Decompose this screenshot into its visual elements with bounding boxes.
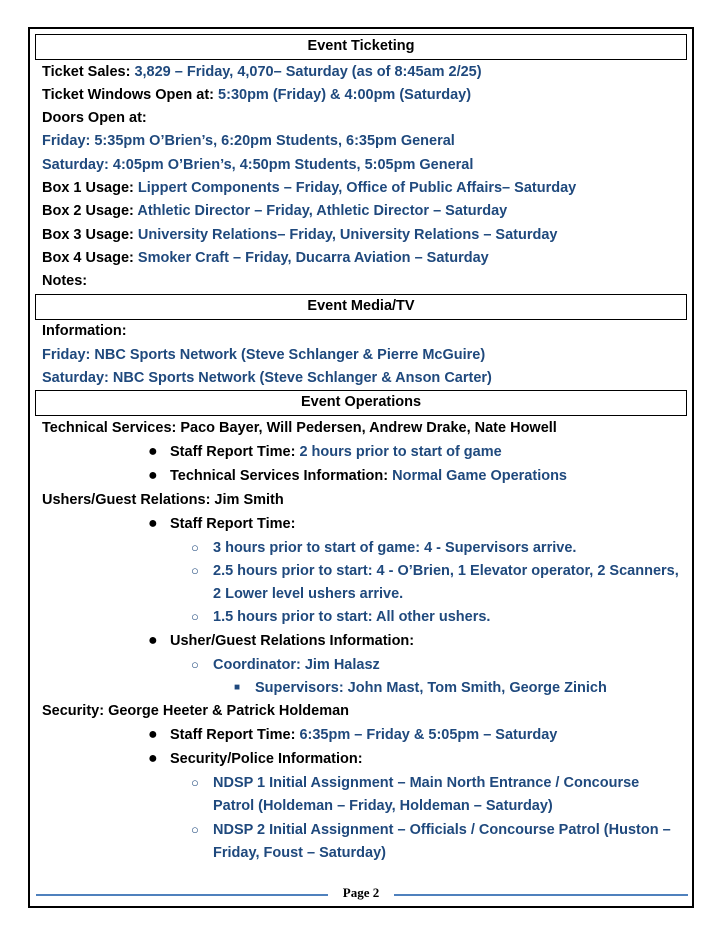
circle-bullet-icon: ○ [191, 775, 199, 790]
box4-usage [42, 247, 489, 269]
bullet-disc-icon: ● [148, 515, 158, 532]
bullet-disc-icon: ● [148, 750, 158, 767]
bullet-disc-icon: ● [148, 467, 158, 484]
doors-friday: Friday: 5:35pm O’Brien’s, 6:20pm Students, 6:35pm General [42, 133, 455, 149]
tech-report-label: Staff Report Time: [170, 444, 300, 460]
page-number: Page 2 [342, 885, 380, 900]
ushers-sub2-line2: 2 Lower level ushers arrive. [213, 586, 404, 602]
circle-bullet-icon: ○ [191, 540, 199, 555]
supervisors: Supervisors: John Mast, Tom Smith, George Zinich [255, 680, 607, 696]
section-header-ticketing: Event Ticketing [35, 34, 687, 60]
box1-label: Box 1 Usage: [42, 180, 138, 196]
ushers-sub3: 1.5 hours prior to start: All other ushers. [213, 609, 491, 625]
box1-value: Lippert Components – Friday, Office of Public Affairs– Saturday [137, 180, 577, 196]
ndsp2-line1: NDSP 2 Initial Assignment – Officials / Concourse Patrol (Huston – [213, 822, 671, 838]
box4-label: Box 4 Usage: [42, 250, 138, 266]
ticket-sales-line [42, 61, 482, 83]
security-info-label: Security/Police Information: [170, 751, 363, 767]
security: Security: George Heeter & Patrick Holdeman [42, 703, 350, 719]
doors-saturday: Saturday: 4:05pm O’Brien’s, 4:50pm Students, 5:05pm General [42, 157, 474, 173]
square-bullet-icon: ■ [234, 682, 241, 693]
ndsp1-line2: Patrol (Holdeman – Friday, Holdeman – Saturday) [213, 798, 553, 814]
ushers-info-label: Usher/Guest Relations Information: [170, 633, 415, 649]
circle-bullet-icon: ○ [191, 563, 199, 578]
bullet-disc-icon: ● [148, 443, 158, 460]
ticket-windows-value: 5:30pm (Friday) & 4:00pm (Saturday) [218, 87, 472, 103]
ticket-windows-label: Ticket Windows Open at: [42, 87, 219, 103]
box3-value: University Relations– Friday, University Relations – Saturday [137, 227, 558, 243]
ndsp1-line1: NDSP 1 Initial Assignment – Main North Entrance / Concourse [213, 775, 640, 791]
bullet-disc-icon: ● [148, 632, 158, 649]
section-header-media: Event Media/TV [35, 294, 687, 320]
security-report-value: 6:35pm – Friday & 5:05pm – Saturday [299, 727, 558, 743]
media-info-label: Information: [42, 323, 127, 339]
box1-usage [42, 177, 576, 199]
circle-bullet-icon: ○ [191, 657, 199, 672]
notes-label: Notes: [42, 273, 88, 289]
media-friday: Friday: NBC Sports Network (Steve Schlanger & Pierre McGuire) [42, 347, 486, 363]
footer-rule-right [394, 894, 688, 896]
box2-value: Athletic Director – Friday, Athletic Director – Saturday [137, 203, 508, 219]
security-report-label: Staff Report Time: [170, 727, 300, 743]
bullet-disc-icon: ● [148, 726, 158, 743]
box2-usage [42, 200, 507, 222]
box3-usage [42, 224, 557, 246]
ushers-guest-relations: Ushers/Guest Relations: Jim Smith [42, 492, 284, 508]
ticket-sales-label: Ticket Sales: [42, 64, 135, 80]
circle-bullet-icon: ○ [191, 609, 199, 624]
ushers-sub2-line1: 2.5 hours prior to start: 4 - O’Brien, 1 Elevator operator, 2 Scanners, [213, 563, 679, 579]
circle-bullet-icon: ○ [191, 822, 199, 837]
tech-info-value: Normal Game Operations [392, 468, 567, 484]
ndsp2-line2: Friday, Foust – Saturday) [213, 845, 386, 861]
box2-label: Box 2 Usage: [42, 203, 138, 219]
tech-info-label: Technical Services Information: [170, 468, 393, 484]
tech-report-value: 2 hours prior to start of game [299, 444, 502, 460]
coordinator: Coordinator: Jim Halasz [213, 657, 380, 673]
section-header-operations: Event Operations [35, 390, 687, 416]
ticket-sales-value: 3,829 – Friday, 4,070– Saturday (as of 8:45am 2/25) [134, 64, 482, 80]
media-saturday: Saturday: NBC Sports Network (Steve Schlanger & Anson Carter) [42, 370, 492, 386]
box3-label: Box 3 Usage: [42, 227, 138, 243]
footer-rule-left [36, 894, 328, 896]
ticket-windows-line [42, 84, 471, 106]
box4-value: Smoker Craft – Friday, Ducarra Aviation – Saturday [137, 250, 489, 266]
ushers-report-label: Staff Report Time: [170, 516, 296, 532]
technical-services: Technical Services: Paco Bayer, Will Pedersen, Andrew Drake, Nate Howell [42, 420, 557, 436]
doors-open-label: Doors Open at: [42, 110, 147, 126]
ushers-sub1: 3 hours prior to start of game: 4 - Supervisors arrive. [213, 540, 577, 556]
